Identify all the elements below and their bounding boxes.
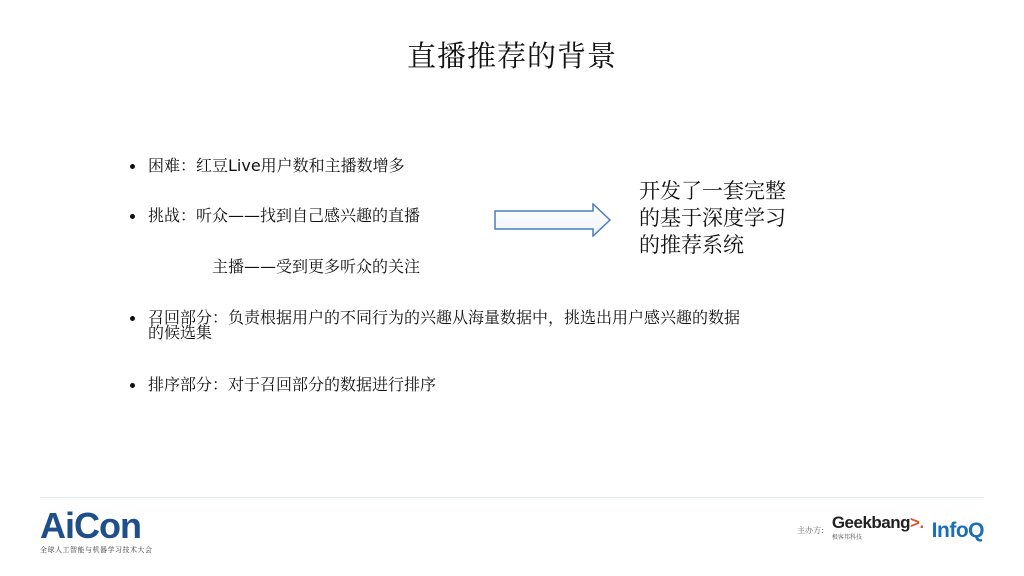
bullet-challenge-sub: 主播——受到更多听众的关注 xyxy=(212,257,421,276)
result-text xyxy=(639,178,786,259)
aicon-logo-text: AiCon xyxy=(40,505,141,546)
sponsor-label: 主办方: xyxy=(797,526,824,535)
result-line: 的推荐系统 xyxy=(639,233,744,257)
geekbang-logo xyxy=(831,513,924,544)
geekbang-subtitle: 极客邦科技 xyxy=(831,534,862,541)
bullet-text: 召回部分：负责根据用户的不同行为的兴趣从海量数据中，挑选出用户感兴趣的数据 xyxy=(148,308,741,327)
slide-title: 直播推荐的背景 xyxy=(406,39,617,73)
result-line: 的基于深度学习 xyxy=(639,206,786,230)
bullet-dot xyxy=(130,214,135,219)
bullet-dot xyxy=(130,316,135,321)
bullet-dot xyxy=(130,383,135,388)
bullet-dot xyxy=(130,164,135,169)
geekbang-logo-text: Geekbang xyxy=(831,513,911,532)
bullet-text: 挑战：听众——找到自己感兴趣的直播 xyxy=(148,206,421,225)
footer-divider xyxy=(40,497,984,498)
infoq-logo: InfoQ xyxy=(931,518,984,542)
aicon-logo-subtitle: 全球人工智能与机器学习技术大会 xyxy=(40,546,153,554)
sponsor-area xyxy=(797,513,984,544)
bullet-text-continued: 的候选集 xyxy=(148,323,213,342)
aicon-logo xyxy=(40,505,153,555)
right-arrow-icon xyxy=(494,203,612,237)
result-line: 开发了一套完整 xyxy=(639,179,786,203)
bullet-text: 困难：红豆Live用户数和主播数增多 xyxy=(148,156,405,175)
geekbang-mark: >. xyxy=(910,513,924,532)
bullet-text: 排序部分：对于召回部分的数据进行排序 xyxy=(148,375,437,394)
